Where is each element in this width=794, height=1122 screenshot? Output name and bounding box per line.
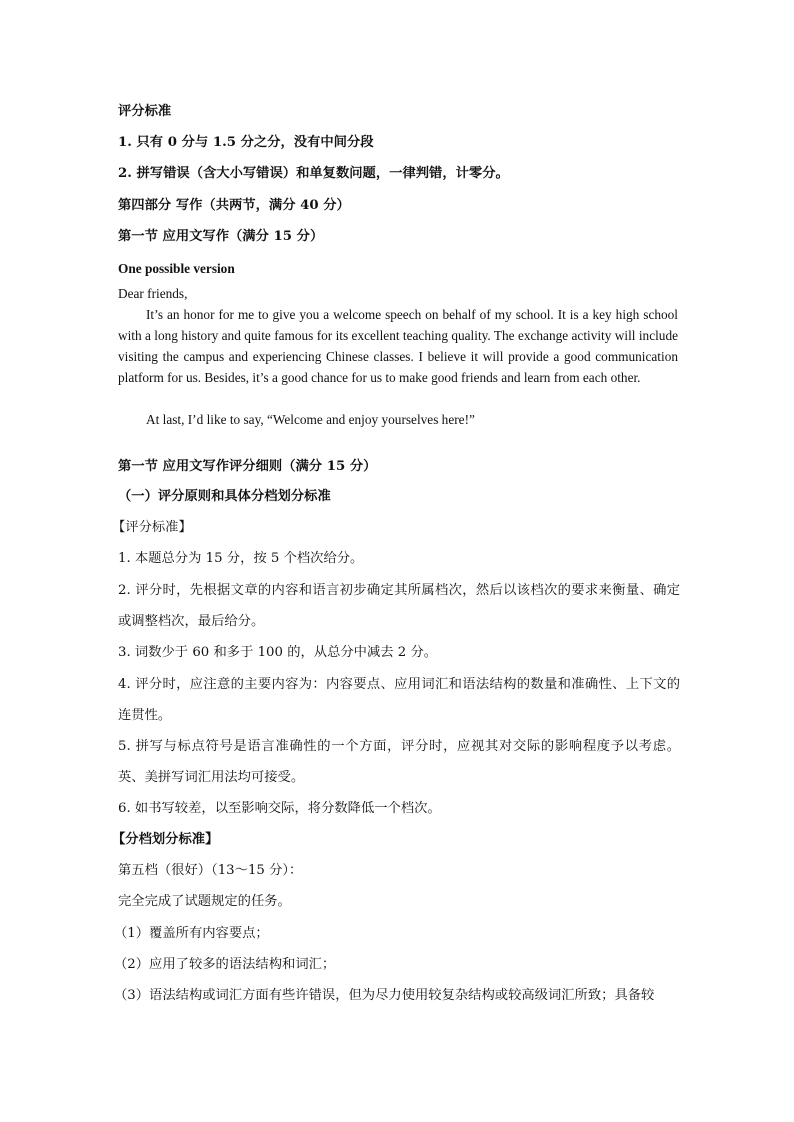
grade5-point-3: （3）语法结构或词汇方面有些许错误，但为尽力使用较复杂结构或较高级词汇所致；具备较 (114, 988, 655, 1003)
rubric-item-6: 6. 如书写较差，以至影响交际，将分数降低一个档次。 (118, 801, 441, 816)
grade5-point-1: （1）覆盖所有内容要点； (114, 926, 269, 941)
standard-label: 【评分标准】 (112, 520, 192, 535)
rubric-item-5: 5. 拼写与标点符号是语言准确性的一个方面，评分时，应视其对交际的影响程度予以考虑。英、美拼写词汇用法均可接受。 (118, 739, 680, 785)
grade-label: 【分档划分标准】 (112, 832, 219, 847)
section1-title: 第一节 应用文写作（满分 15 分） (118, 229, 324, 244)
grade5-title: 第五档（很好）（13～15 分）： (118, 863, 303, 878)
sample-body: It’s an honor for me to give you a welcome speech on behalf of my school. It is a key high school with a long history and quite famous for its excellent teaching quality. The exchange activity will include visiting the campus and experiencing Chinese classes. I believe it will provide a good communication platform for us. Besides, it’s a good chance for us to make good friends and learn from each other. (118, 307, 678, 385)
scoring-title: 评分标准 (118, 104, 172, 119)
grade5-desc: 完全完成了试题规定的任务。 (118, 894, 291, 909)
rubric-item-3: 3. 词数少于 60 和多于 100 的，从总分中减去 2 分。 (118, 645, 438, 660)
sample-heading: One possible version (118, 261, 235, 276)
sample-closing: At last, I’d like to say, “Welcome and enjoy yourselves here!” (146, 412, 475, 427)
part4-title: 第四部分 写作（共两节，满分 40 分） (118, 198, 350, 213)
rubric-item-2: 2. 评分时，先根据文章的内容和语言初步确定其所属档次，然后以该档次的要求来衡量、确定或调整档次，最后给分。 (118, 583, 680, 629)
rubric-item-1: 1. 本题总分为 15 分，按 5 个档次给分。 (118, 551, 364, 566)
sample-greeting: Dear friends, (118, 286, 188, 301)
grade5-point-2: （2）应用了较多的语法结构和词汇； (114, 957, 336, 972)
rubric-title: 第一节 应用文写作评分细则（满分 15 分） (118, 459, 377, 474)
rubric-subtitle: （一）评分原则和具体分档划分标准 (118, 489, 331, 504)
rubric-item-4: 4. 评分时，应注意的主要内容为：内容要点、应用词汇和语法结构的数量和准确性、上下文的连贯性。 (118, 677, 680, 723)
scoring-rule-2: 2. 拼写错误（含大小写错误）和单复数问题，一律判错，计零分。 (118, 166, 509, 181)
scoring-rule-1: 1. 只有 0 分与 1.5 分之分，没有中间分段 (118, 135, 374, 150)
